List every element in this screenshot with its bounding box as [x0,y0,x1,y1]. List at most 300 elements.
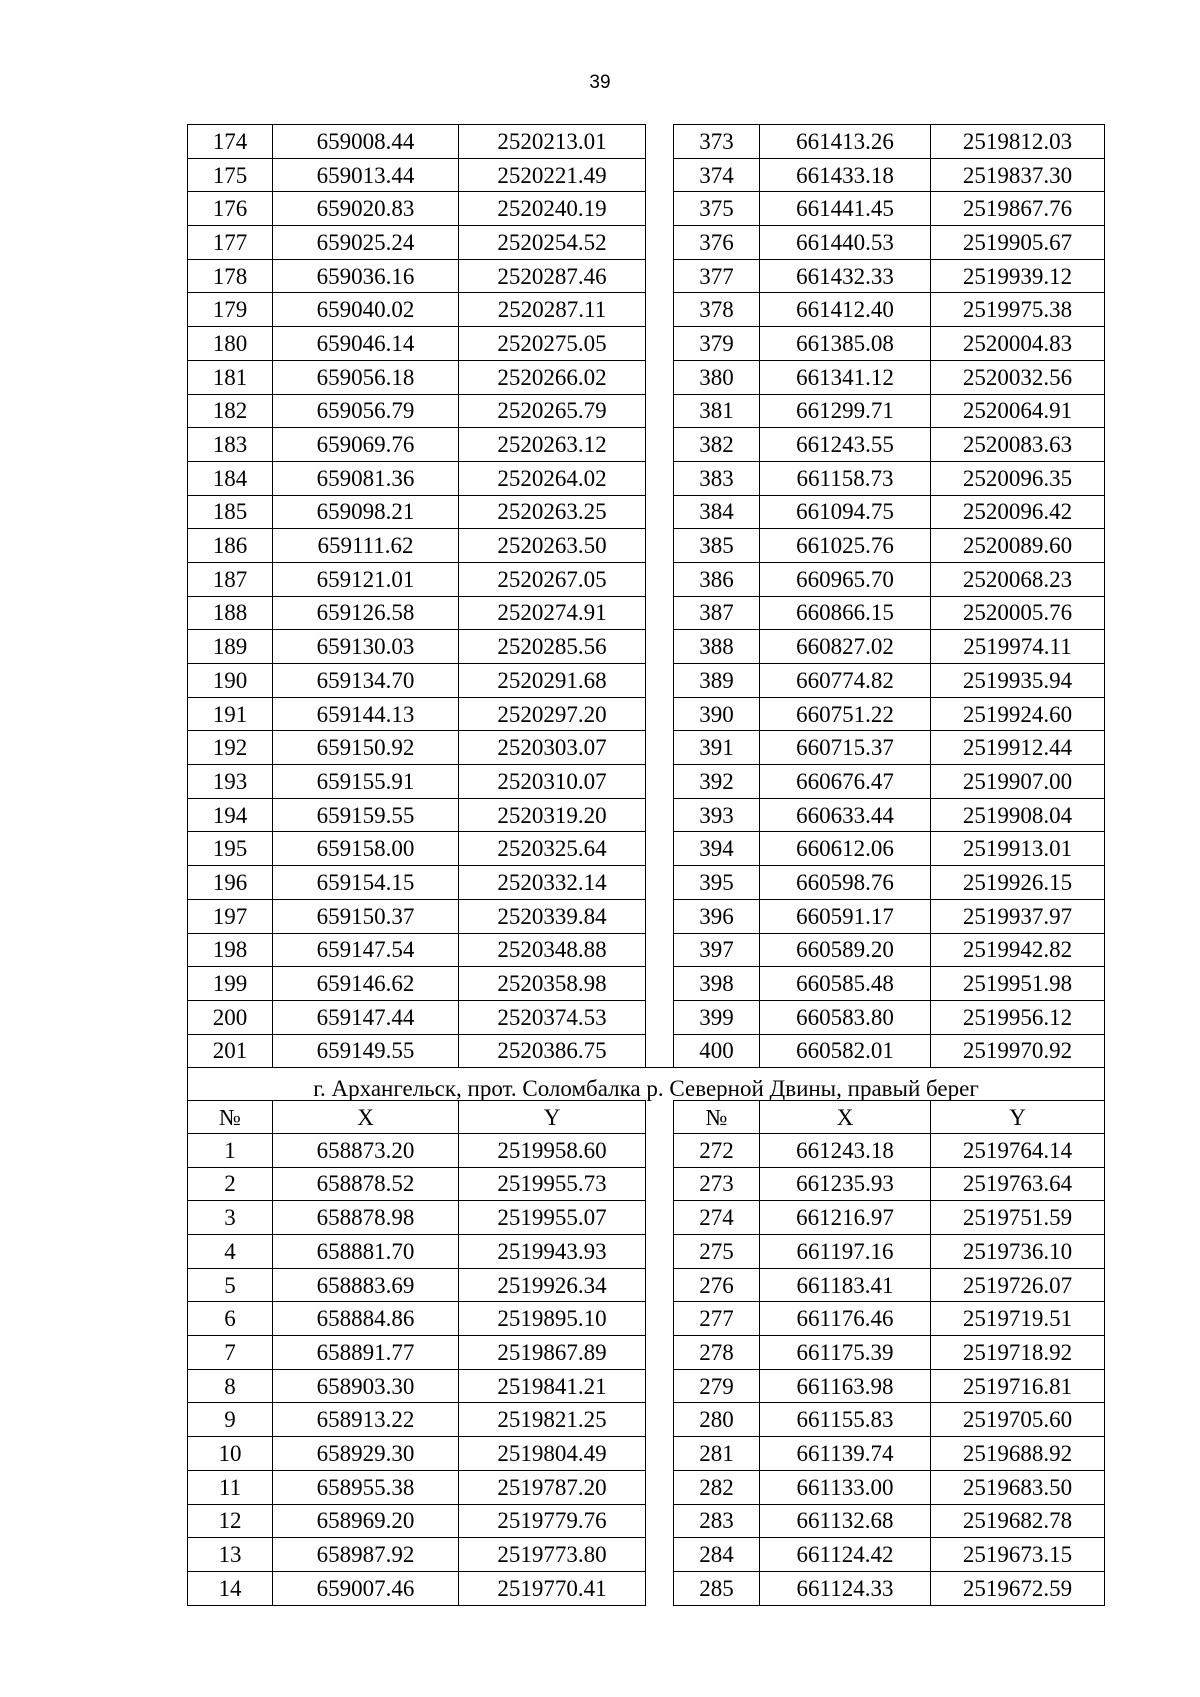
x-value-right: 661158.73 [760,461,931,495]
table-row [188,1133,1105,1167]
table-row [188,731,1105,765]
y-value-right: 2519970.92 [931,1034,1105,1068]
column-gap [646,765,674,799]
x-value-right: 660827.02 [760,630,931,664]
point-number-right: 274 [674,1201,760,1235]
x-value-left: 658929.30 [273,1437,459,1471]
column-header-row [188,1101,1105,1134]
point-number-right: 400 [674,1034,760,1068]
point-number-left: 198 [188,933,273,967]
x-value-left: 659069.76 [273,428,459,462]
point-number-right: 390 [674,697,760,731]
point-number-left: 183 [188,428,273,462]
y-value-right: 2519812.03 [931,125,1105,159]
x-value-left: 658891.77 [273,1336,459,1370]
y-value-left: 2519926.34 [459,1268,646,1302]
y-value-right: 2519672.59 [931,1571,1105,1605]
header-y-left: Y [459,1101,646,1134]
table-row [188,765,1105,799]
x-value-left: 658873.20 [273,1133,459,1167]
y-value-right: 2519682.78 [931,1504,1105,1538]
point-number-left: 192 [188,731,273,765]
point-number-left: 191 [188,697,273,731]
x-value-left: 659121.01 [273,562,459,596]
x-value-right: 661432.33 [760,259,931,293]
y-value-right: 2519908.04 [931,798,1105,832]
x-value-left: 658884.86 [273,1302,459,1336]
y-value-right: 2519736.10 [931,1235,1105,1269]
table-row [188,1034,1105,1068]
y-value-right: 2519718.92 [931,1336,1105,1370]
table-row [188,899,1105,933]
table-row [188,1268,1105,1302]
x-value-left: 659144.13 [273,697,459,731]
y-value-right: 2519942.82 [931,933,1105,967]
table-row [188,1235,1105,1269]
point-number-left: 14 [188,1571,273,1605]
y-value-right: 2519975.38 [931,293,1105,327]
x-value-left: 659158.00 [273,832,459,866]
point-number-left: 8 [188,1369,273,1403]
table-row [188,360,1105,394]
column-gap [646,360,674,394]
x-value-left: 658878.98 [273,1201,459,1235]
x-value-right: 660866.15 [760,596,931,630]
x-value-left: 659020.83 [273,192,459,226]
point-number-left: 186 [188,529,273,563]
x-value-right: 661025.76 [760,529,931,563]
x-value-left: 658878.52 [273,1167,459,1201]
column-gap [646,967,674,1001]
point-number-left: 184 [188,461,273,495]
x-value-right: 661235.93 [760,1167,931,1201]
point-number-right: 398 [674,967,760,1001]
y-value-right: 2519683.50 [931,1470,1105,1504]
point-number-left: 4 [188,1235,273,1269]
column-gap [646,495,674,529]
table-row [188,832,1105,866]
x-value-right: 661094.75 [760,495,931,529]
x-value-right: 661216.97 [760,1201,931,1235]
x-value-left: 658955.38 [273,1470,459,1504]
x-value-right: 661440.53 [760,226,931,260]
point-number-left: 190 [188,664,273,698]
point-number-left: 199 [188,967,273,1001]
table-row [188,1470,1105,1504]
table-row [188,933,1105,967]
y-value-left: 2520297.20 [459,697,646,731]
x-value-right: 660589.20 [760,933,931,967]
table-row [188,125,1105,159]
y-value-right: 2519719.51 [931,1302,1105,1336]
column-gap [646,428,674,462]
y-value-left: 2520213.01 [459,125,646,159]
point-number-right: 278 [674,1336,760,1370]
point-number-right: 273 [674,1167,760,1201]
y-value-left: 2520386.75 [459,1034,646,1068]
x-value-left: 659155.91 [273,765,459,799]
x-value-left: 659013.44 [273,158,459,192]
column-gap [646,1268,674,1302]
point-number-right: 378 [674,293,760,327]
point-number-right: 386 [674,562,760,596]
column-gap [646,1470,674,1504]
x-value-left: 659025.24 [273,226,459,260]
y-value-left: 2520240.19 [459,192,646,226]
y-value-right: 2519688.92 [931,1437,1105,1471]
x-value-right: 661155.83 [760,1403,931,1437]
table-row [188,428,1105,462]
y-value-right: 2519837.30 [931,158,1105,192]
column-gap [646,226,674,260]
header-num-right: № [674,1101,760,1134]
table-row [188,259,1105,293]
y-value-left: 2519821.25 [459,1403,646,1437]
y-value-left: 2519955.07 [459,1201,646,1235]
table-row [188,461,1105,495]
y-value-left: 2520275.05 [459,327,646,361]
x-value-right: 660751.22 [760,697,931,731]
y-value-right: 2519926.15 [931,866,1105,900]
table-row [188,1571,1105,1605]
column-gap [646,1034,674,1068]
x-value-right: 660582.01 [760,1034,931,1068]
column-gap [646,697,674,731]
point-number-right: 373 [674,125,760,159]
column-gap [646,1167,674,1201]
y-value-right: 2520005.76 [931,596,1105,630]
column-gap [646,394,674,428]
x-value-right: 660715.37 [760,731,931,765]
point-number-left: 9 [188,1403,273,1437]
point-number-left: 2 [188,1167,273,1201]
y-value-left: 2520358.98 [459,967,646,1001]
y-value-left: 2520339.84 [459,899,646,933]
y-value-left: 2519958.60 [459,1133,646,1167]
column-gap [646,192,674,226]
x-value-left: 658903.30 [273,1369,459,1403]
x-value-right: 660585.48 [760,967,931,1001]
column-gap [646,1538,674,1572]
point-number-left: 7 [188,1336,273,1370]
table-row [188,1302,1105,1336]
y-value-right: 2520089.60 [931,529,1105,563]
point-number-right: 285 [674,1571,760,1605]
table-row [188,1437,1105,1471]
column-gap [646,832,674,866]
y-value-right: 2519716.81 [931,1369,1105,1403]
y-value-left: 2520332.14 [459,866,646,900]
y-value-right: 2519912.44 [931,731,1105,765]
y-value-left: 2520267.05 [459,562,646,596]
x-value-right: 661243.55 [760,428,931,462]
point-number-right: 381 [674,394,760,428]
point-number-right: 377 [674,259,760,293]
y-value-right: 2519763.64 [931,1167,1105,1201]
x-value-right: 660598.76 [760,866,931,900]
x-value-right: 661183.41 [760,1268,931,1302]
column-gap [646,1302,674,1336]
x-value-left: 659147.54 [273,933,459,967]
point-number-left: 177 [188,226,273,260]
x-value-left: 658969.20 [273,1504,459,1538]
point-number-right: 376 [674,226,760,260]
point-number-left: 5 [188,1268,273,1302]
point-number-left: 11 [188,1470,273,1504]
x-value-right: 660965.70 [760,562,931,596]
table-row [188,967,1105,1001]
y-value-left: 2520285.56 [459,630,646,664]
point-number-right: 276 [674,1268,760,1302]
column-gap [646,731,674,765]
table-row [188,596,1105,630]
point-number-left: 195 [188,832,273,866]
point-number-left: 201 [188,1034,273,1068]
y-value-left: 2519841.21 [459,1369,646,1403]
point-number-right: 279 [674,1369,760,1403]
y-value-right: 2519974.11 [931,630,1105,664]
header-y-right: Y [931,1101,1105,1134]
x-value-left: 659147.44 [273,1000,459,1034]
point-number-left: 180 [188,327,273,361]
x-value-right: 661412.40 [760,293,931,327]
x-value-right: 661132.68 [760,1504,931,1538]
table-row [188,866,1105,900]
point-number-right: 277 [674,1302,760,1336]
y-value-left: 2520274.91 [459,596,646,630]
y-value-right: 2519751.59 [931,1201,1105,1235]
y-value-right: 2519726.07 [931,1268,1105,1302]
table-row [188,1000,1105,1034]
point-number-right: 374 [674,158,760,192]
point-number-left: 196 [188,866,273,900]
point-number-right: 281 [674,1437,760,1471]
x-value-right: 661299.71 [760,394,931,428]
column-gap [646,1369,674,1403]
point-number-right: 375 [674,192,760,226]
x-value-left: 659111.62 [273,529,459,563]
x-value-left: 659130.03 [273,630,459,664]
point-number-right: 380 [674,360,760,394]
y-value-right: 2519951.98 [931,967,1105,1001]
column-gap [646,562,674,596]
section1-rows [188,125,1105,1068]
point-number-left: 175 [188,158,273,192]
point-number-left: 189 [188,630,273,664]
table-row [188,327,1105,361]
y-value-left: 2520325.64 [459,832,646,866]
x-value-right: 661175.39 [760,1336,931,1370]
column-gap [646,1000,674,1034]
y-value-right: 2520004.83 [931,327,1105,361]
point-number-left: 6 [188,1302,273,1336]
x-value-right: 661413.26 [760,125,931,159]
y-value-right: 2519956.12 [931,1000,1105,1034]
y-value-left: 2520291.68 [459,664,646,698]
header-x-right: X [760,1101,931,1134]
table-row [188,1403,1105,1437]
y-value-right: 2519924.60 [931,697,1105,731]
x-value-left: 659008.44 [273,125,459,159]
table-row [188,192,1105,226]
y-value-left: 2520310.07 [459,765,646,799]
point-number-right: 284 [674,1538,760,1572]
column-gap [646,1201,674,1235]
point-number-right: 396 [674,899,760,933]
point-number-right: 397 [674,933,760,967]
y-value-left: 2520263.12 [459,428,646,462]
y-value-right: 2520083.63 [931,428,1105,462]
column-gap [646,866,674,900]
x-value-left: 658987.92 [273,1538,459,1572]
point-number-left: 13 [188,1538,273,1572]
point-number-left: 12 [188,1504,273,1538]
point-number-left: 187 [188,562,273,596]
point-number-left: 182 [188,394,273,428]
point-number-left: 185 [188,495,273,529]
x-value-left: 659007.46 [273,1571,459,1605]
point-number-right: 383 [674,461,760,495]
x-value-right: 661441.45 [760,192,931,226]
column-gap [646,259,674,293]
x-value-right: 661385.08 [760,327,931,361]
point-number-left: 174 [188,125,273,159]
x-value-left: 659056.18 [273,360,459,394]
y-value-left: 2520221.49 [459,158,646,192]
y-value-right: 2519905.67 [931,226,1105,260]
column-gap [646,1101,674,1134]
table-row [188,630,1105,664]
y-value-right: 2520032.56 [931,360,1105,394]
point-number-right: 272 [674,1133,760,1167]
column-gap [646,1437,674,1471]
point-number-right: 282 [674,1470,760,1504]
point-number-left: 3 [188,1201,273,1235]
point-number-right: 391 [674,731,760,765]
x-value-right: 661124.42 [760,1538,931,1572]
table-row [188,798,1105,832]
table-row [188,293,1105,327]
x-value-right: 660591.17 [760,899,931,933]
y-value-right: 2519935.94 [931,664,1105,698]
column-gap [646,1403,674,1437]
y-value-right: 2520068.23 [931,562,1105,596]
y-value-left: 2520303.07 [459,731,646,765]
y-value-left: 2520263.25 [459,495,646,529]
point-number-left: 194 [188,798,273,832]
y-value-left: 2519787.20 [459,1470,646,1504]
x-value-left: 659134.70 [273,664,459,698]
table-row [188,1201,1105,1235]
x-value-right: 660583.80 [760,1000,931,1034]
point-number-right: 283 [674,1504,760,1538]
point-number-left: 176 [188,192,273,226]
column-gap [646,529,674,563]
section2-header [188,1068,1105,1134]
point-number-right: 388 [674,630,760,664]
x-value-left: 659081.36 [273,461,459,495]
point-number-left: 179 [188,293,273,327]
x-value-left: 659098.21 [273,495,459,529]
y-value-right: 2520064.91 [931,394,1105,428]
point-number-right: 275 [674,1235,760,1269]
y-value-right: 2519907.00 [931,765,1105,799]
x-value-right: 660633.44 [760,798,931,832]
point-number-left: 200 [188,1000,273,1034]
column-gap [646,630,674,664]
point-number-right: 393 [674,798,760,832]
point-number-right: 384 [674,495,760,529]
y-value-left: 2520374.53 [459,1000,646,1034]
table-row [188,529,1105,563]
point-number-right: 382 [674,428,760,462]
y-value-right: 2519939.12 [931,259,1105,293]
column-gap [646,664,674,698]
y-value-left: 2519955.73 [459,1167,646,1201]
y-value-right: 2520096.42 [931,495,1105,529]
x-value-left: 658881.70 [273,1235,459,1269]
x-value-right: 661163.98 [760,1369,931,1403]
x-value-left: 659154.15 [273,866,459,900]
x-value-left: 659046.14 [273,327,459,361]
table-row [188,495,1105,529]
x-value-right: 660774.82 [760,664,931,698]
x-value-left: 659150.92 [273,731,459,765]
point-number-right: 399 [674,1000,760,1034]
x-value-right: 660676.47 [760,765,931,799]
column-gap [646,1235,674,1269]
x-value-right: 661133.00 [760,1470,931,1504]
x-value-left: 659149.55 [273,1034,459,1068]
y-value-left: 2519773.80 [459,1538,646,1572]
section-title: г. Архангельск, прот. Соломбалка р. Северной Двины, правый берег [188,1068,1105,1101]
column-gap [646,158,674,192]
x-value-left: 659159.55 [273,798,459,832]
table-row [188,1538,1105,1572]
x-value-left: 658913.22 [273,1403,459,1437]
y-value-left: 2520287.11 [459,293,646,327]
table-row [188,226,1105,260]
y-value-left: 2520348.88 [459,933,646,967]
table-row [188,697,1105,731]
y-value-left: 2519943.93 [459,1235,646,1269]
y-value-right: 2519913.01 [931,832,1105,866]
table-row [188,1167,1105,1201]
x-value-right: 661176.46 [760,1302,931,1336]
y-value-left: 2520266.02 [459,360,646,394]
x-value-left: 659126.58 [273,596,459,630]
point-number-right: 379 [674,327,760,361]
point-number-left: 188 [188,596,273,630]
table-row [188,158,1105,192]
header-num-left: № [188,1101,273,1134]
column-gap [646,125,674,159]
point-number-left: 193 [188,765,273,799]
table-row [188,562,1105,596]
table-row [188,1504,1105,1538]
x-value-left: 659036.16 [273,259,459,293]
x-value-right: 661197.16 [760,1235,931,1269]
x-value-right: 661433.18 [760,158,931,192]
point-number-right: 394 [674,832,760,866]
header-x-left: X [273,1101,459,1134]
x-value-right: 661124.33 [760,1571,931,1605]
point-number-left: 10 [188,1437,273,1471]
x-value-right: 661341.12 [760,360,931,394]
y-value-right: 2519705.60 [931,1403,1105,1437]
column-gap [646,1504,674,1538]
y-value-right: 2520096.35 [931,461,1105,495]
